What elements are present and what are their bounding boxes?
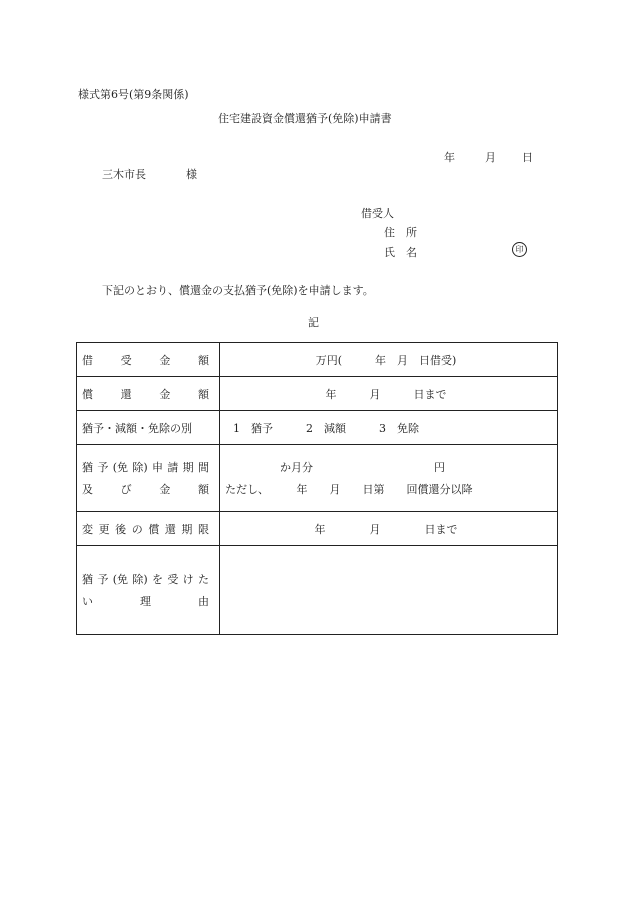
label-char: 予 — [97, 461, 109, 474]
value-text: 年 月 日まで — [325, 387, 447, 401]
label-char: 額 — [197, 483, 209, 496]
table-row — [77, 343, 558, 377]
label-char: の — [131, 522, 143, 536]
request-text: 下記のとおり、償還金の支払猶予(免除)を申請します。 — [102, 284, 374, 297]
addressee-name: 三木市長 — [102, 168, 146, 181]
label-char: 間 — [198, 461, 209, 474]
label-char: 除) — [132, 573, 148, 586]
label-char: 借 — [82, 353, 93, 367]
label-char: 受 — [167, 573, 179, 586]
row-value-loan-amount[interactable] — [220, 343, 558, 377]
row-label-period — [77, 445, 220, 512]
label-char: (免 — [112, 573, 128, 586]
value-text: 万円( 年 月 日借受) — [315, 353, 457, 367]
label-char: 更 — [98, 522, 110, 536]
addressee-suffix: 様 — [186, 168, 197, 181]
label-char: 及 — [82, 483, 93, 496]
table-row — [77, 377, 558, 411]
table-row — [77, 546, 558, 635]
label-char: 後 — [115, 522, 127, 536]
label-char: を — [151, 573, 163, 586]
form-number: 様式第6号(第9条関係) — [78, 88, 189, 101]
label-char: 猶 — [82, 573, 93, 586]
application-table — [76, 342, 558, 635]
row-label-repayment-amount — [77, 377, 220, 411]
label-char: 金 — [159, 387, 171, 401]
date-year: 年 — [444, 151, 455, 164]
label-char: 償 — [82, 387, 93, 401]
row-value-reason[interactable] — [220, 546, 558, 635]
table-row — [77, 411, 558, 445]
label-text: 猶予・減額・免除の別 — [82, 421, 192, 435]
row-label-new-deadline — [77, 512, 220, 546]
label-char: 還 — [120, 387, 132, 401]
value-text: ただし、 年 月 日第 回償還分以降 — [225, 483, 473, 496]
table-row — [77, 445, 558, 512]
label-char: 変 — [82, 522, 93, 536]
label-char: 還 — [164, 522, 176, 536]
value-text: か月分 円 — [280, 461, 445, 474]
label-char: 額 — [197, 387, 209, 401]
label-char: た — [198, 573, 209, 586]
row-label-type — [77, 411, 220, 445]
document-title: 住宅建設資金償還猶予(免除)申請書 — [218, 112, 392, 125]
label-char: 申 — [151, 461, 163, 474]
label-char: 金 — [159, 353, 171, 367]
seal-mark: 印 — [512, 242, 527, 257]
label-char: 額 — [197, 353, 209, 367]
label-char: 償 — [148, 522, 160, 536]
label-char: 由 — [198, 595, 209, 608]
row-value-new-deadline[interactable] — [220, 512, 558, 546]
row-value-period[interactable] — [220, 445, 558, 512]
label-char: 金 — [159, 483, 171, 496]
ki-heading: 記 — [308, 316, 319, 329]
row-value-repayment-amount[interactable] — [220, 377, 558, 411]
date-day: 日 — [522, 151, 533, 164]
label-char: び — [120, 483, 132, 496]
date-line — [444, 149, 533, 165]
label-char: 猶 — [82, 461, 93, 474]
label-char: 理 — [140, 595, 151, 608]
value-text: 年 月 日まで — [314, 522, 458, 536]
label-char: 期 — [182, 461, 194, 474]
label-char: 除) — [132, 461, 148, 474]
label-char: (免 — [112, 461, 128, 474]
addressee — [102, 166, 197, 182]
date-month: 月 — [485, 151, 496, 164]
name-label: 氏 名 — [384, 246, 417, 259]
address-label: 住 所 — [384, 226, 417, 239]
row-label-reason — [77, 546, 220, 635]
label-char: 予 — [97, 573, 109, 586]
table-row — [77, 512, 558, 546]
row-value-type[interactable] — [220, 411, 558, 445]
label-char: い — [82, 595, 93, 608]
value-text: 1 猶予 2 減額 3 免除 — [233, 421, 419, 435]
label-char: 請 — [167, 461, 179, 474]
label-char: 期 — [181, 522, 193, 536]
label-char: 受 — [120, 353, 132, 367]
label-char: け — [182, 573, 194, 586]
row-label-loan-amount — [77, 343, 220, 377]
borrower-label: 借受人 — [361, 207, 394, 220]
label-char: 限 — [197, 522, 209, 536]
